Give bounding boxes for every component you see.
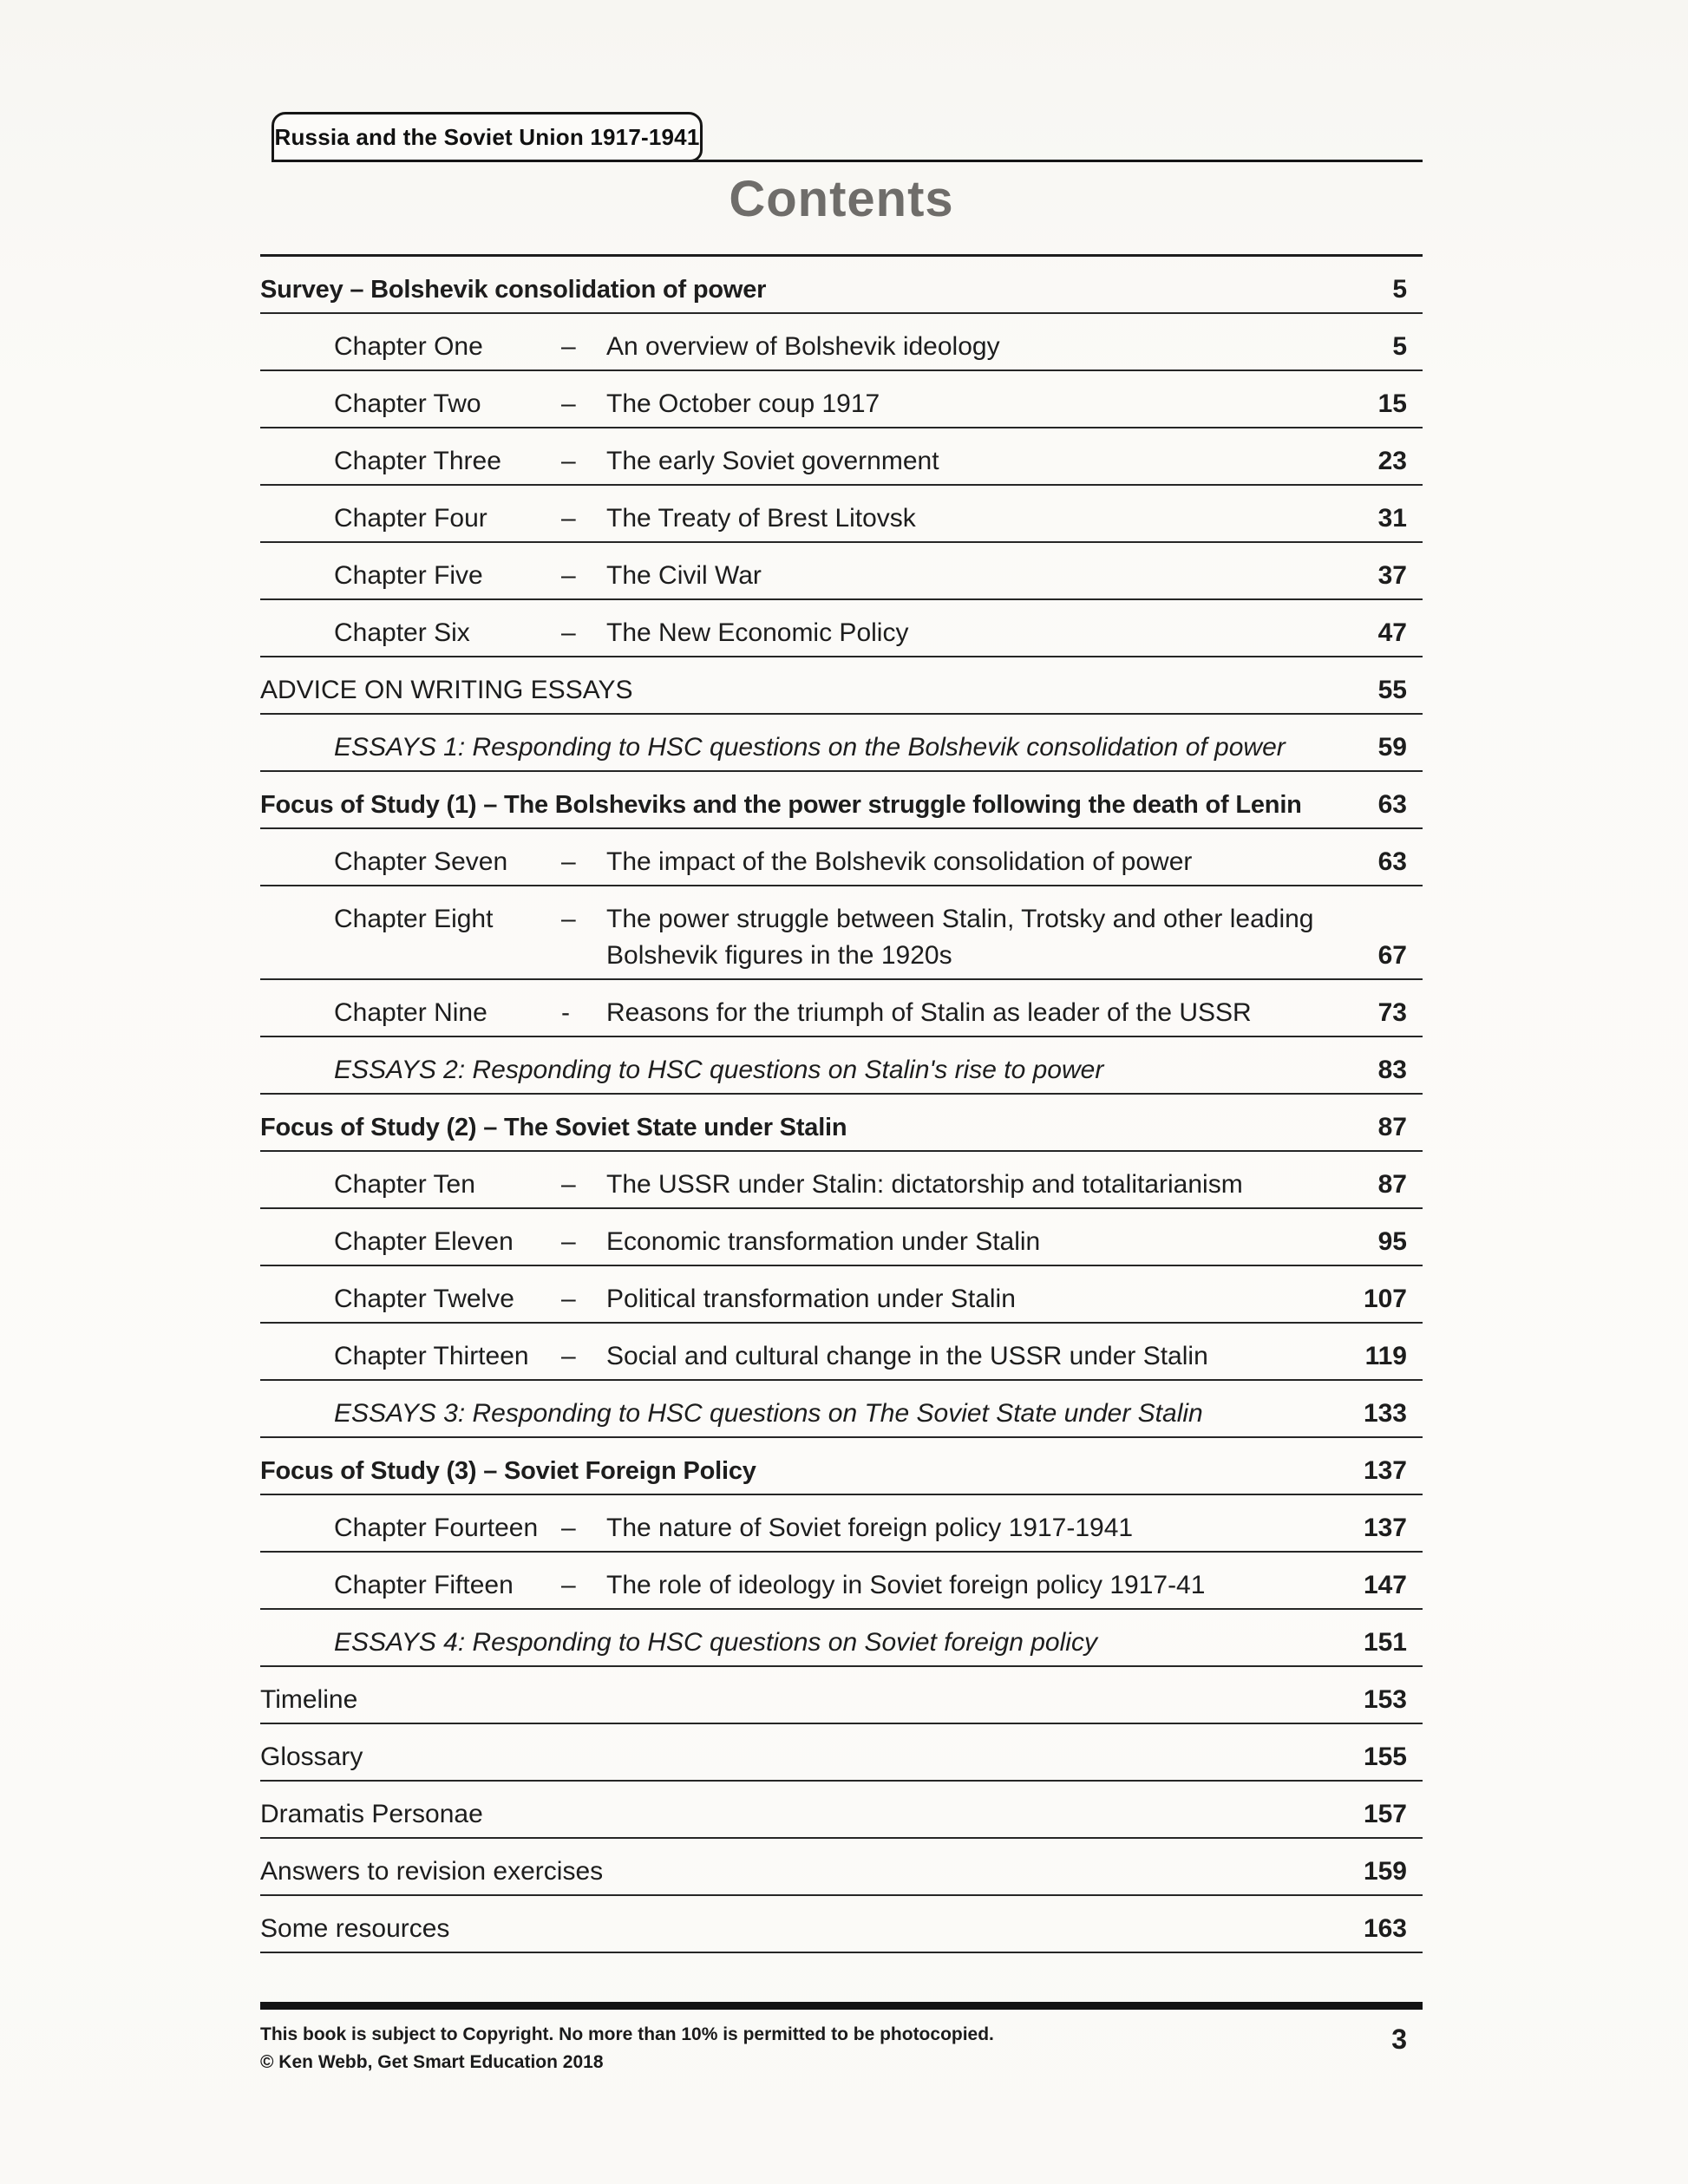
toc-entry-label: Focus of Study (2) – The Soviet State under Stalin — [260, 1114, 847, 1141]
toc-page-number: 155 — [1363, 1743, 1407, 1771]
toc-row-main — [260, 1342, 1362, 1371]
copyright-line-1: This book is subject to Copyright. No more than 10% is permitted to be photocopied. — [260, 2024, 994, 2044]
toc-dash: – — [561, 389, 576, 418]
toc-row-main — [260, 847, 1362, 877]
toc-entry-label: ESSAYS 2: Responding to HSC questions on Stalin's rise to power — [334, 1056, 1104, 1084]
page-header — [260, 112, 1423, 162]
toc-dash: – — [561, 1514, 576, 1542]
toc-description-line: The New Economic Policy — [606, 618, 909, 647]
toc-row-main — [260, 998, 1362, 1028]
toc-description-line: Social and cultural change in the USSR under Stalin — [606, 1342, 1208, 1370]
toc-row-plain — [260, 1724, 1423, 1782]
toc-entry-description — [606, 1571, 1362, 1600]
toc-page-number: 59 — [1377, 733, 1407, 762]
toc-page-number: 153 — [1363, 1685, 1407, 1714]
toc-description-line: The USSR under Stalin: dictatorship and totalitarianism — [606, 1170, 1243, 1199]
toc-page-number: 87 — [1377, 1170, 1407, 1199]
toc-page-number: 107 — [1363, 1285, 1407, 1313]
toc-row-main — [260, 1571, 1362, 1600]
toc-page-number: 73 — [1377, 998, 1407, 1027]
toc-row-chapter — [260, 980, 1423, 1037]
toc-row-chapter — [260, 1152, 1423, 1209]
toc-entry-label: Chapter Eleven — [334, 1227, 514, 1256]
toc-row-main — [260, 447, 1362, 476]
toc-entry-label: ADVICE ON WRITING ESSAYS — [260, 676, 633, 704]
toc-row-main — [260, 1285, 1362, 1314]
toc-description-line: The early Soviet government — [606, 447, 939, 475]
toc-page-number: 137 — [1363, 1456, 1407, 1485]
toc-entry-description — [606, 847, 1362, 877]
toc-row-plain — [260, 657, 1423, 715]
toc-entry-description — [606, 1285, 1362, 1314]
toc-page-number: 95 — [1377, 1227, 1407, 1256]
toc-entry-label: Chapter Two — [334, 389, 481, 418]
toc-row-main — [260, 1456, 1362, 1486]
toc-dash: – — [561, 847, 576, 876]
toc-entry-label: ESSAYS 4: Responding to HSC questions on Soviet foreign policy — [334, 1628, 1097, 1657]
toc-entry-description — [606, 1514, 1362, 1543]
toc-row-chapter — [260, 1495, 1423, 1553]
toc-row-chapter — [260, 371, 1423, 428]
toc-page-number: 163 — [1363, 1914, 1407, 1943]
toc-row-main — [260, 1113, 1362, 1142]
toc-row-main — [260, 332, 1362, 362]
toc-row-chapter — [260, 543, 1423, 600]
toc-row-essay — [260, 1610, 1423, 1667]
toc-entry-label: Chapter Fifteen — [334, 1571, 514, 1599]
toc-row-essay — [260, 1381, 1423, 1438]
toc-row-main — [260, 1685, 1362, 1715]
toc-description-line: The Civil War — [606, 561, 762, 590]
toc-page-number: 159 — [1363, 1857, 1407, 1886]
toc-entry-label: Chapter Seven — [334, 847, 508, 876]
toc-row-section — [260, 257, 1423, 314]
toc-entry-label: Answers to revision exercises — [260, 1857, 604, 1886]
toc-description-line: Reasons for the triumph of Stalin as leader of the USSR — [606, 998, 1252, 1027]
toc-entry-label: Chapter Six — [334, 618, 470, 647]
toc-description-line: Economic transformation under Stalin — [606, 1227, 1041, 1256]
toc-description-line: Bolshevik figures in the 1920s — [606, 941, 952, 970]
page-title: Contents — [729, 171, 954, 227]
toc-row-plain — [260, 1839, 1423, 1896]
toc-row-main — [260, 1399, 1362, 1429]
toc-row-section — [260, 772, 1423, 829]
toc-row-plain — [260, 1667, 1423, 1724]
toc-page-number: 147 — [1363, 1571, 1407, 1599]
toc-row-chapter — [260, 486, 1423, 543]
toc-dash: – — [561, 905, 576, 933]
toc-entry-label: Focus of Study (3) – Soviet Foreign Policy — [260, 1457, 756, 1485]
toc-row-chapter — [260, 428, 1423, 486]
toc-dash: – — [561, 1227, 576, 1256]
toc-row-chapter — [260, 1209, 1423, 1266]
toc-page-number: 23 — [1377, 447, 1407, 475]
toc-page-number: 133 — [1363, 1399, 1407, 1428]
toc-entry-description — [606, 998, 1362, 1028]
toc-entry-label: Chapter Twelve — [334, 1285, 514, 1313]
toc-entry-label: Timeline — [260, 1685, 358, 1714]
toc-description-line: An overview of Bolshevik ideology — [606, 332, 1000, 361]
toc-dash: – — [561, 618, 576, 647]
toc-entry-description — [606, 1227, 1362, 1257]
toc-dash: – — [561, 561, 576, 590]
toc-row-main — [260, 733, 1362, 762]
toc-page-number: 15 — [1377, 389, 1407, 418]
toc-entry-description — [606, 504, 1362, 533]
toc-row-chapter — [260, 1266, 1423, 1324]
toc-row-section — [260, 1095, 1423, 1152]
toc-row-main — [260, 1514, 1362, 1543]
toc-page-number: 63 — [1377, 847, 1407, 876]
toc-row-main — [260, 1914, 1362, 1944]
toc-entry-label: Survey – Bolshevik consolidation of power — [260, 276, 767, 304]
toc-row-chapter — [260, 829, 1423, 886]
toc-dash: – — [561, 1342, 576, 1370]
toc-row-plain — [260, 1896, 1423, 1953]
toc-entry-label: Chapter Fourteen — [334, 1514, 539, 1542]
toc-row-chapter — [260, 1324, 1423, 1381]
toc-row-chapter — [260, 314, 1423, 371]
toc-page-number: 119 — [1364, 1342, 1407, 1370]
toc-description-line: The impact of the Bolshevik consolidation of power — [606, 847, 1193, 876]
toc-dash: – — [561, 1285, 576, 1313]
toc-entry-label: Chapter Three — [334, 447, 501, 475]
book-title-tab-label: Russia and the Soviet Union 1917-1941 — [274, 123, 700, 150]
folio-page-number: 3 — [1391, 2024, 1407, 2055]
toc-page-number: 63 — [1377, 790, 1407, 819]
toc-entry-label: Chapter Ten — [334, 1170, 475, 1199]
toc-entry-description — [606, 905, 1362, 971]
toc-page-number: 5 — [1392, 332, 1407, 361]
toc-description-line: The October coup 1917 — [606, 389, 880, 418]
book-title-tab — [272, 112, 703, 162]
page-footer — [260, 2002, 1423, 2079]
toc-entry-label: Chapter Eight — [334, 905, 494, 933]
toc-page-number: 55 — [1377, 676, 1407, 704]
toc-entry-description — [606, 618, 1362, 648]
toc-description-line: The role of ideology in Soviet foreign policy 1917-41 — [606, 1571, 1206, 1599]
toc-row-main — [260, 618, 1362, 648]
toc-entry-label: Focus of Study (1) – The Bolsheviks and the power struggle following the death of Lenin — [260, 791, 1302, 819]
toc-row-main — [260, 1170, 1362, 1200]
toc-entry-description — [606, 561, 1362, 591]
copyright-line-2: © Ken Webb, Get Smart Education 2018 — [260, 2052, 604, 2072]
toc-row-chapter — [260, 1553, 1423, 1610]
toc-page-number: 31 — [1377, 504, 1407, 533]
toc-row-main — [260, 1628, 1362, 1658]
toc-page-number: 137 — [1363, 1514, 1407, 1542]
toc-row-section — [260, 1438, 1423, 1495]
toc-dash: – — [561, 1571, 576, 1599]
toc-entry-label: ESSAYS 1: Responding to HSC questions on the Bolshevik consolidation of power — [334, 733, 1286, 762]
footer-rule — [260, 2002, 1423, 2010]
toc-row-essay — [260, 715, 1423, 772]
toc-row-main — [260, 561, 1362, 591]
toc-row-main — [260, 504, 1362, 533]
toc-entry-label: Chapter One — [334, 332, 483, 361]
toc-entry-label: Chapter Thirteen — [334, 1342, 529, 1370]
toc-page-number: 151 — [1363, 1628, 1407, 1657]
toc-entry-label: Chapter Five — [334, 561, 483, 590]
toc-row-main — [260, 389, 1362, 419]
toc-entry-description — [606, 447, 1362, 476]
toc-entry-description — [606, 389, 1362, 419]
toc-page-number: 67 — [1377, 941, 1407, 970]
toc-description-line: The Treaty of Brest Litovsk — [606, 504, 916, 533]
toc-page-number: 157 — [1363, 1800, 1407, 1828]
toc-entry-label: ESSAYS 3: Responding to HSC questions on The Soviet State under Stalin — [334, 1399, 1203, 1428]
toc-dash: – — [561, 504, 576, 533]
toc-description-line: The nature of Soviet foreign policy 1917-1941 — [606, 1514, 1134, 1542]
footer-content — [260, 2024, 1423, 2079]
toc-description-line: The power struggle between Stalin, Trotsky and other leading — [606, 905, 1314, 933]
toc-entry-label: Some resources — [260, 1914, 450, 1943]
table-of-contents — [260, 257, 1423, 1953]
toc-page-number: 87 — [1377, 1113, 1407, 1141]
toc-dash: – — [561, 447, 576, 475]
toc-row-plain — [260, 1782, 1423, 1839]
toc-row-main — [260, 905, 1362, 971]
toc-entry-description — [606, 1170, 1362, 1200]
toc-row-main — [260, 1857, 1362, 1886]
toc-row-chapter — [260, 600, 1423, 657]
toc-row-main — [260, 676, 1362, 705]
toc-row-main — [260, 1743, 1362, 1772]
toc-row-main — [260, 790, 1362, 820]
toc-entry-label: Dramatis Personae — [260, 1800, 483, 1828]
toc-dash: - — [561, 998, 570, 1027]
toc-row-main — [260, 1056, 1362, 1085]
toc-page-number: 47 — [1377, 618, 1407, 647]
toc-row-main — [260, 275, 1362, 304]
toc-row-essay — [260, 1037, 1423, 1095]
toc-page-number: 37 — [1377, 561, 1407, 590]
toc-page-number: 83 — [1377, 1056, 1407, 1084]
copyright-notice — [260, 2024, 994, 2079]
toc-entry-label: Glossary — [260, 1743, 363, 1771]
toc-page-number: 5 — [1392, 275, 1407, 304]
toc-dash: – — [561, 332, 576, 361]
toc-entry-description — [606, 1342, 1362, 1371]
toc-entry-label: Chapter Four — [334, 504, 487, 533]
toc-row-chapter — [260, 886, 1423, 980]
toc-dash: – — [561, 1170, 576, 1199]
toc-row-main — [260, 1227, 1362, 1257]
toc-entry-description — [606, 332, 1362, 362]
toc-row-main — [260, 1800, 1362, 1829]
toc-description-line: Political transformation under Stalin — [606, 1285, 1016, 1313]
toc-entry-label: Chapter Nine — [334, 998, 487, 1027]
